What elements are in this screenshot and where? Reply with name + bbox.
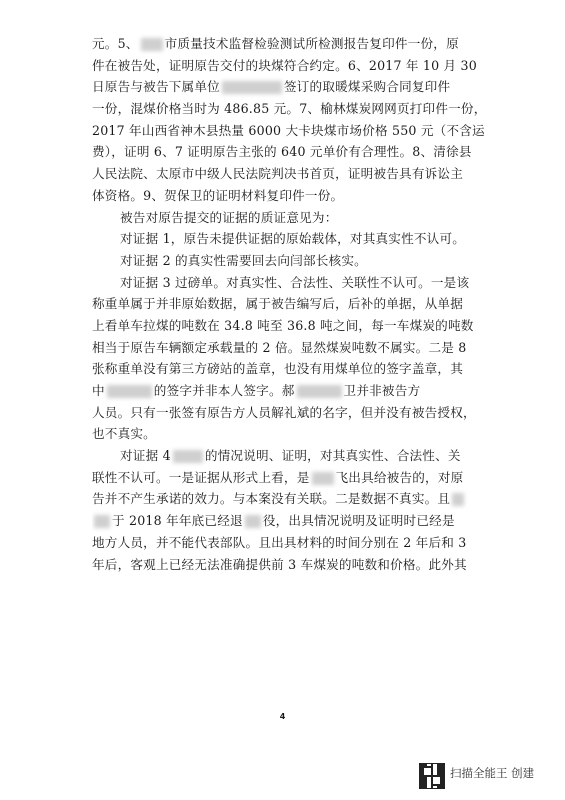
text-span: 一份，混煤价格当时为 486.85 元。7、榆林煤炭网网页打印件一份， <box>92 101 487 117</box>
text-line <box>92 293 532 315</box>
text-line <box>92 207 532 229</box>
text-span: 告并不产生承诺的效力。与本案没有关联。二是数据不真实。且 <box>92 491 451 507</box>
text-span: 对证据 1，原告未提供证据的原始载体，对其真实性不认可。 <box>120 231 466 247</box>
text-line <box>92 510 532 532</box>
text-line <box>92 467 532 489</box>
redacted-blur <box>452 493 464 506</box>
qr-code-icon <box>419 763 445 789</box>
text-line <box>92 76 532 98</box>
text-span: 件在被告处，证明原告交付的块煤符合约定。6、2017 年 10 月 30 <box>92 57 477 73</box>
text-span: 人民法院、太原市中级人民法院判决书首页，证明被告具有诉讼主 <box>92 166 464 182</box>
text-span: 役，出具情况说明及证明时已经是 <box>262 513 455 529</box>
text-line <box>92 488 532 510</box>
text-line <box>92 163 532 185</box>
text-span: 体资格。9、贺保卫的证明材料复印件一份。 <box>92 187 344 203</box>
text-span: 中 <box>92 383 105 398</box>
text-line <box>92 315 532 337</box>
redacted-blur <box>312 472 334 485</box>
text-span: 市质量技术监督检验测试所检测报告复印件一份，原 <box>164 36 459 51</box>
redacted-blur <box>297 385 342 398</box>
text-line <box>92 141 532 163</box>
text-span: 称重单属于并非原始数据，属于被告编写后，后补的单据，从单据 <box>92 296 464 312</box>
text-span: 于 2018 年年底已经退 <box>112 513 243 529</box>
text-line <box>92 33 532 55</box>
text-line <box>92 272 532 294</box>
text-span: 联性不认可。一是证据从形式上看，是 <box>92 469 310 485</box>
scanner-watermark: 扫描全能王 创建 <box>450 766 535 780</box>
text-line <box>92 358 532 380</box>
text-line <box>92 380 532 402</box>
redacted-blur <box>173 450 203 463</box>
redacted-blur <box>94 515 110 528</box>
redacted-blur <box>141 38 163 51</box>
text-line <box>92 445 532 467</box>
text-span: 的情况说明、证明，对其真实性、合法性、关 <box>204 448 461 464</box>
text-span: 2017 年山西省神木县热量 6000 大卡块煤市场价格 550 元（不含运 <box>92 122 485 138</box>
page-number: 4 <box>279 712 286 721</box>
redacted-blur <box>245 515 261 528</box>
text-span: 被告对原告提交的证据的质证意见为： <box>120 209 338 225</box>
text-span: 年后，客观上已经无法准确提供前 3 车煤炭的吨数和价格。此外其 <box>92 556 467 572</box>
document-body <box>92 33 532 575</box>
text-span: 费），证明 6、7 证明原告主张的 640 元单价有合理性。8、清徐县 <box>92 144 472 160</box>
text-line <box>92 402 532 424</box>
text-span: 人员。只有一张签有原告方人员解礼斌的名字，但并没有被告授权， <box>92 404 476 420</box>
text-span: 元。5、 <box>92 36 139 51</box>
text-line <box>92 532 532 554</box>
text-line <box>92 55 532 77</box>
text-span: 的签字并非本人签字。郝 <box>153 383 295 398</box>
text-span: 也不真实。 <box>92 426 156 442</box>
text-span: 日原告与被告下属单位 <box>92 79 220 95</box>
text-span: 上看单车拉煤的吨数在 34.8 吨至 36.8 吨之间，每一车煤炭的吨数 <box>92 317 474 333</box>
text-span: 张称重单没有第三方磅站的盖章，也没有用煤单位的签字盖章，其 <box>92 361 464 377</box>
redacted-blur <box>222 81 282 94</box>
text-span: 对证据 3 过磅单。对真实性、合法性、关联性不认可。一是该 <box>120 274 470 290</box>
text-span: 对证据 2 的真实性需要回去向闫部长核实。 <box>120 252 367 268</box>
text-line <box>92 120 532 142</box>
text-span: 飞出具给被告的，对原 <box>335 469 464 485</box>
text-line <box>92 554 532 576</box>
text-span: 地方人员，并不能代表部队。且出具材料的时间分别在 2 年后和 3 <box>92 534 467 550</box>
text-line <box>92 423 532 445</box>
redacted-blur <box>107 385 152 398</box>
text-span: 对证据 4 <box>120 448 171 464</box>
text-span: 卫并非被告方 <box>343 383 421 398</box>
text-line <box>92 98 532 120</box>
text-line <box>92 228 532 250</box>
text-line <box>92 337 532 359</box>
text-line <box>92 250 532 272</box>
text-span: 相当于原告车辆额定承载量的 2 倍。显然煤炭吨数不属实。二是 8 <box>92 339 467 355</box>
text-span: 签订的取暖煤采购合同复印件 <box>283 79 451 95</box>
text-line <box>92 185 532 207</box>
